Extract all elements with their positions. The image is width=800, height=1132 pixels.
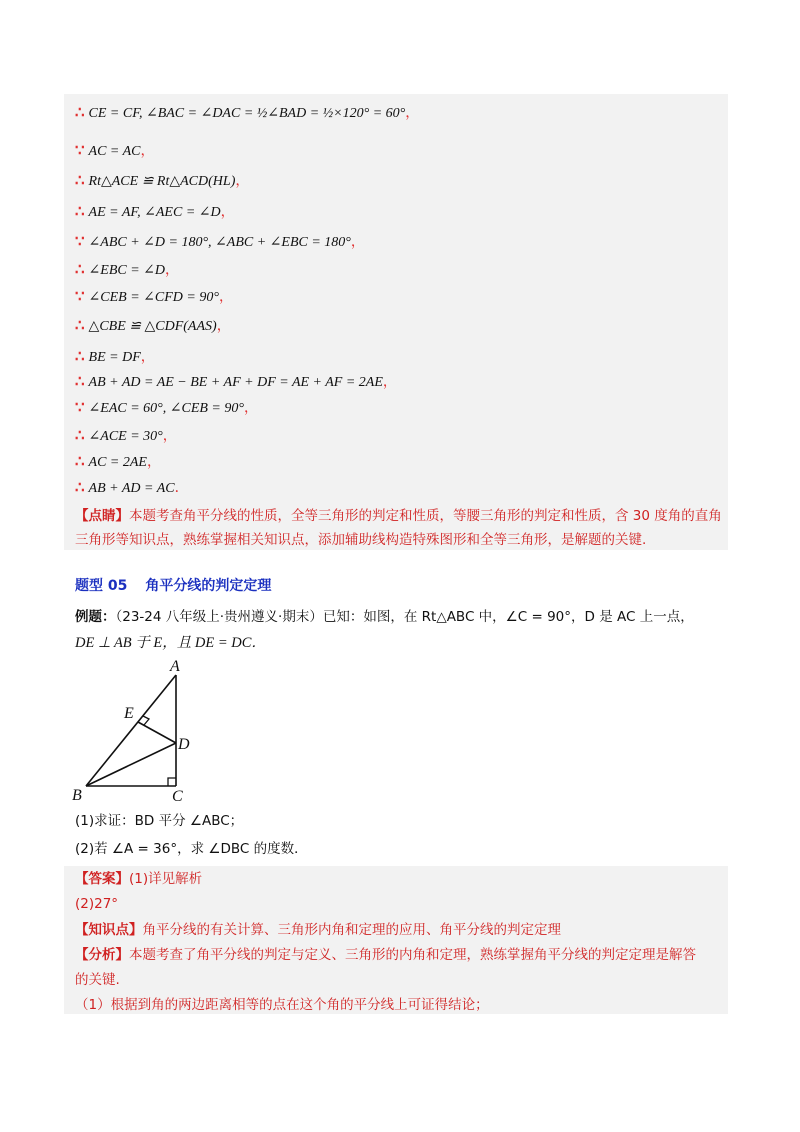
label-d: D <box>178 736 190 753</box>
because-symbol: ∵ <box>75 234 85 250</box>
because-symbol: ∵ <box>75 400 85 416</box>
proof-line <box>75 399 258 418</box>
question-2: (2)若 ∠A = 36°，求 ∠DBC 的度数． <box>75 841 308 857</box>
proof-tail: ． <box>174 481 189 496</box>
proof-tail: ， <box>162 429 177 444</box>
proof-line <box>75 261 179 280</box>
answer-part-1: (1)详见解析 <box>129 871 203 887</box>
proof-line <box>75 104 419 123</box>
proof-tail: ， <box>140 350 155 365</box>
answer-part-2: (2)27° <box>75 896 119 912</box>
proof-tail: ， <box>220 205 235 220</box>
therefore-symbol: ∴ <box>75 262 85 278</box>
proof-math: ∠ABC + ∠D = 180°, ∠ABC + ∠EBC = 180° <box>88 235 351 250</box>
answer-line <box>75 869 202 889</box>
therefore-symbol: ∴ <box>75 204 85 220</box>
triangle-diagram <box>66 655 196 803</box>
proof-tail: ， <box>147 455 161 470</box>
proof-line <box>75 203 235 222</box>
proof-line <box>75 453 161 472</box>
proof-math: AC = AC <box>88 144 141 159</box>
proof-tail: ， <box>405 106 420 121</box>
proof-line <box>75 479 189 498</box>
section-number: 题型 05 <box>75 578 128 594</box>
proof-math: △CBE ≌ △CDF(AAS) <box>88 319 217 334</box>
because-symbol: ∵ <box>75 289 85 305</box>
label-b: B <box>72 787 82 803</box>
example-line-1 <box>75 607 694 627</box>
segment-bd <box>86 743 176 786</box>
proof-math: ∠ACE = 30° <box>88 429 163 444</box>
proof-line <box>75 427 177 446</box>
proof-math: Rt△ACE ≌ Rt△ACD(HL) <box>88 174 236 189</box>
proof-math: AC = 2AE <box>88 455 147 470</box>
proof-math: CE = CF, ∠BAC = ∠DAC = ½∠BAD = ½×120° = 60° <box>88 106 406 121</box>
therefore-symbol: ∴ <box>75 454 85 470</box>
key-point-tag: 【点睛】 <box>75 508 129 524</box>
example-line-2: DE ⊥ AB 于 E，且 DE = DC． <box>75 635 266 651</box>
therefore-symbol: ∴ <box>75 428 85 444</box>
label-a: A <box>170 658 180 675</box>
label-e: E <box>124 705 134 722</box>
section-heading <box>75 575 271 595</box>
knowledge-tag: 【知识点】 <box>75 922 143 938</box>
proof-tail: ， <box>243 401 258 416</box>
knowledge-line <box>75 920 561 940</box>
side-ab <box>86 675 176 786</box>
right-angle-c <box>168 778 176 786</box>
proof-line <box>75 373 397 392</box>
proof-line <box>75 233 365 252</box>
proof-math: ∠CEB = ∠CFD = 90° <box>88 290 219 305</box>
therefore-symbol: ∴ <box>75 173 85 189</box>
proof-tail: ， <box>350 235 365 250</box>
example-text-1: （23-24 八年级上·贵州遵义·期末）已知：如图，在 Rt△ABC 中，∠C = 90°，D 是 AC 上一点， <box>115 609 694 625</box>
because-symbol: ∵ <box>75 143 85 159</box>
proof-math: AB + AD = AC <box>88 481 175 496</box>
proof-tail: ， <box>165 263 180 278</box>
right-angle-e <box>143 716 149 725</box>
therefore-symbol: ∴ <box>75 374 85 390</box>
proof-tail: ， <box>235 174 250 189</box>
proof-tail: ， <box>216 319 231 334</box>
proof-math: AE = AF, ∠AEC = ∠D <box>88 205 221 220</box>
proof-tail: ， <box>382 375 397 390</box>
example-label: 例题： <box>75 609 116 625</box>
proof-math: ∠EBC = ∠D <box>88 263 166 278</box>
proof-line <box>75 142 155 161</box>
proof-math: ∠EAC = 60°, ∠CEB = 90° <box>88 401 244 416</box>
key-point-note <box>75 504 725 552</box>
proof-math: BE = DF <box>88 350 141 365</box>
segment-de <box>138 722 176 743</box>
proof-line <box>75 288 233 307</box>
key-point-text: 本题考查角平分线的性质，全等三角形的判定和性质，等腰三角形的判定和性质，含 30 度角的直角三角形等知识点，熟练掌握相关知识点，添加辅助线构造特殊图形和全等三角形，是解题的关键. <box>75 508 722 548</box>
question-1: (1)求证：BD 平分 ∠ABC； <box>75 813 244 829</box>
proof-tail: ， <box>218 290 233 305</box>
analysis-text-1: 本题考查了角平分线的判定与定义、三角形的内角和定理，熟练掌握角平分线的判定定理是解答 <box>129 947 696 963</box>
section-title: 角平分线的判定定理 <box>145 578 272 594</box>
proof-line <box>75 348 155 367</box>
therefore-symbol: ∴ <box>75 480 85 496</box>
label-c: C <box>172 788 183 803</box>
therefore-symbol: ∴ <box>75 105 85 121</box>
proof-math: AB + AD = AE − BE + AF + DF = AE + AF = 2AE <box>88 375 383 390</box>
answer-tag: 【答案】 <box>75 871 129 887</box>
proof-line <box>75 172 249 191</box>
therefore-symbol: ∴ <box>75 349 85 365</box>
analysis-line-2: 的关键. <box>75 972 120 988</box>
proof-tail: ， <box>140 144 155 159</box>
hint-line: （1）根据到角的两边距离相等的点在这个角的平分线上可证得结论； <box>75 997 489 1013</box>
analysis-tag: 【分析】 <box>75 947 129 963</box>
knowledge-text: 角平分线的有关计算、三角形内角和定理的应用、角平分线的判定定理 <box>142 922 561 938</box>
analysis-line-1 <box>75 945 696 965</box>
therefore-symbol: ∴ <box>75 318 85 334</box>
proof-line <box>75 317 231 336</box>
